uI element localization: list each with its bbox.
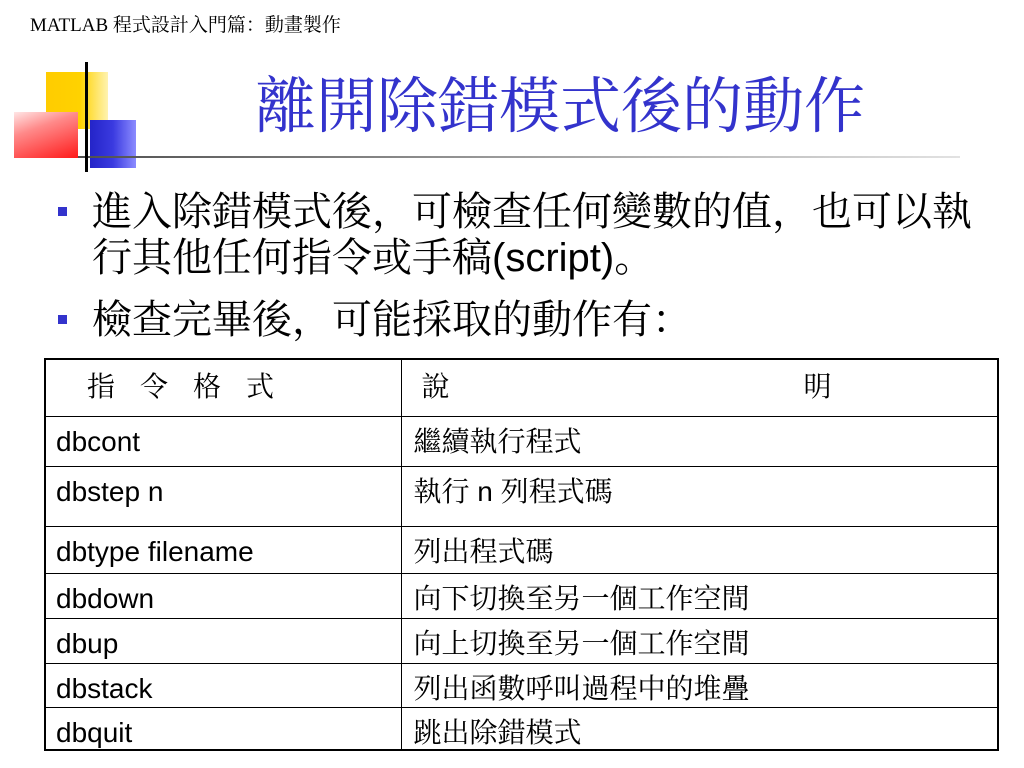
header-char: 式 (245, 371, 274, 403)
description-cell: 執行 n 列程式碼 (401, 466, 998, 526)
command-cell: dbtype filename (45, 526, 401, 573)
header-label-description (422, 372, 832, 404)
command-cell: dbup (45, 618, 401, 663)
command-cell: dbdown (45, 573, 401, 618)
description-cell: 跳出除錯模式 (401, 707, 998, 750)
bullet-square-icon (58, 207, 67, 216)
header-char: 說 (421, 371, 450, 403)
table-row (45, 416, 998, 466)
table-header-row (45, 359, 998, 416)
logo-blue-square (90, 120, 136, 168)
debug-command-table (44, 358, 999, 751)
header-label-command-format (87, 372, 274, 404)
header-char: 令 (139, 371, 168, 403)
description-cell: 向下切換至另一個工作空間 (401, 573, 998, 618)
bullet-square-icon (58, 315, 67, 324)
column-header-description (401, 359, 998, 416)
table-row (45, 707, 998, 750)
table-row (45, 618, 998, 663)
bullet-list (92, 189, 992, 343)
title-underline-rule (46, 156, 960, 158)
bullet-item (92, 189, 992, 281)
header-char: 格 (192, 371, 221, 403)
description-cell: 列出程式碼 (401, 526, 998, 573)
bullet-text: 進入除錯模式後，可檢查任何變數的值，也可以執行其他任何指令或手稿(script)。 (92, 190, 972, 280)
command-cell: dbquit (45, 707, 401, 750)
command-cell: dbcont (45, 416, 401, 466)
table-row (45, 466, 998, 526)
description-cell: 繼續執行程式 (401, 416, 998, 466)
description-cell: 向上切換至另一個工作空間 (401, 618, 998, 663)
slide-caption: MATLAB 程式設計入門篇：動畫製作 (30, 15, 341, 36)
logo-vertical-rule (85, 62, 88, 172)
table-row (45, 663, 998, 707)
logo-red-square (14, 112, 78, 158)
header-char: 明 (803, 371, 832, 403)
bullet-text: 檢查完畢後，可能採取的動作有： (92, 298, 692, 342)
command-cell: dbstep n (45, 466, 401, 526)
slide-title: 離開除錯模式後的動作 (255, 74, 866, 141)
column-header-command-format (45, 359, 401, 416)
table-row (45, 573, 998, 618)
header-char: 指 (87, 371, 116, 403)
description-cell: 列出函數呼叫過程中的堆疊 (401, 663, 998, 707)
bullet-item (92, 297, 992, 343)
table-row (45, 526, 998, 573)
command-cell: dbstack (45, 663, 401, 707)
